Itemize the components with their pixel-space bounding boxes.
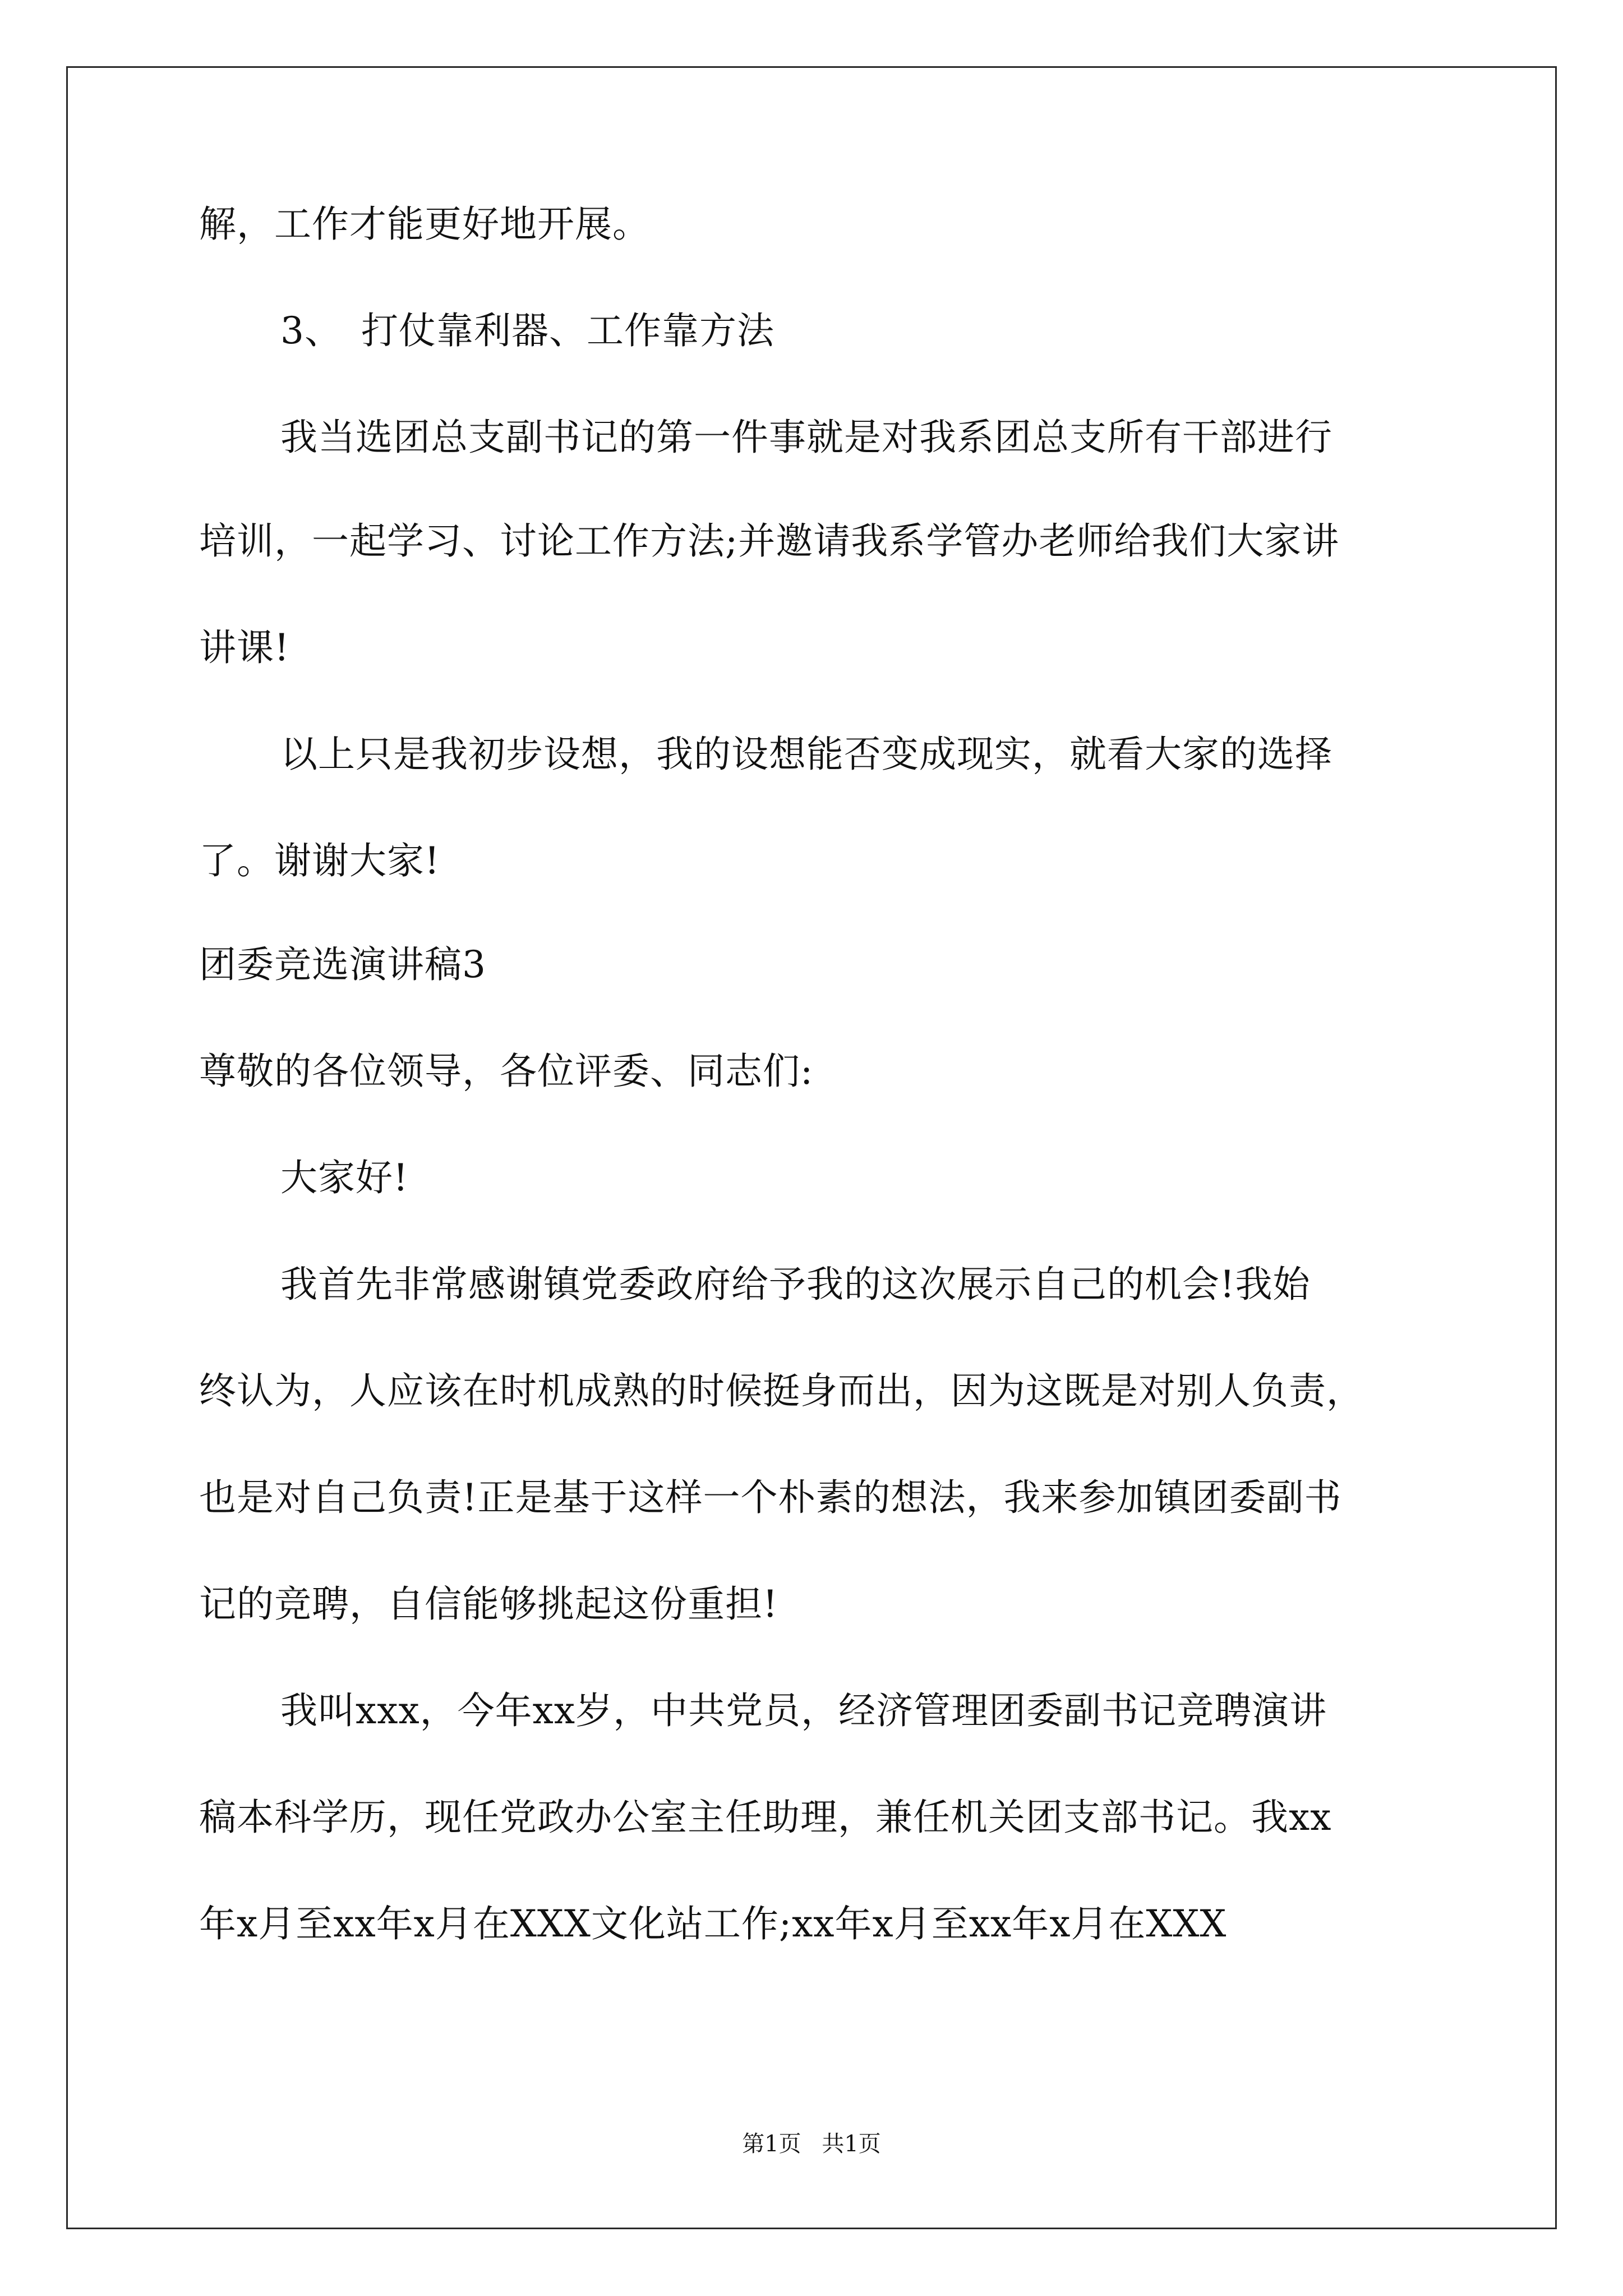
text-line: 终认为，人应该在时机成熟的时候挺身而出，因为这既是对别人负责， <box>199 1369 1364 1412</box>
text-line: 了。谢谢大家! <box>199 839 440 882</box>
document-title: 团委竞选演讲稿3 <box>199 943 486 986</box>
text-line: 年x月至xx年x月在XXX文化站工作;xx年x月至xx年x月在XXX <box>199 1902 1227 1945</box>
greeting: 大家好! <box>280 1156 409 1199</box>
page-footer <box>0 2127 1623 2161</box>
text-line: 培训，一起学习、讨论工作方法;并邀请我系学管办老师给我们大家讲 <box>199 519 1340 563</box>
section-heading: 3、 打仗靠利器、工作靠方法 <box>280 309 774 352</box>
text-line: 我叫xxx，今年xx岁，中共党员，经济管理团委副书记竞聘演讲 <box>280 1689 1327 1732</box>
text-line: 我首先非常感谢镇党委政府给予我的这次展示自己的机会!我始 <box>280 1263 1311 1306</box>
text-line: 我当选团总支副书记的第一件事就是对我系团总支所有干部进行 <box>280 416 1332 459</box>
text-line: 也是对自己负责!正是基于这样一个朴素的想法，我来参加镇团委副书 <box>199 1476 1342 1519</box>
text-line: 讲课! <box>199 626 290 669</box>
text-line: 记的竞聘，自信能够挑起这份重担! <box>199 1582 778 1626</box>
text-line: 以上只是我初步设想，我的设想能否变成现实，就看大家的选择 <box>280 733 1332 776</box>
page-number: 第1页 <box>742 2131 801 2157</box>
text-line: 稿本科学历，现任党政办公室主任助理，兼任机关团支部书记。我xx <box>199 1796 1332 1839</box>
salutation: 尊敬的各位领导，各位评委、同志们: <box>199 1050 814 1093</box>
text-line: 解，工作才能更好地开展。 <box>199 203 650 246</box>
page-total: 共1页 <box>822 2131 881 2157</box>
